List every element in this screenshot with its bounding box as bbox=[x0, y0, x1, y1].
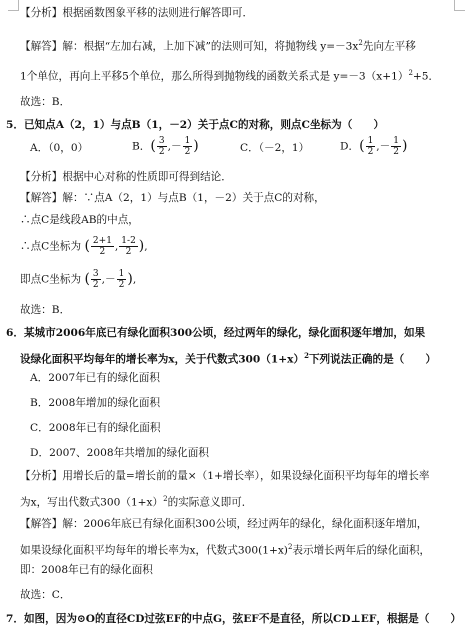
question-7-stem: 7．如图，因为⊙O的直径CD过弦EF的中点G，弦EF不是直径，所以CD⊥EF，根据是（ ） bbox=[6, 613, 462, 625]
answer-line: 故选：C． bbox=[20, 589, 71, 601]
option-d: D．( $\frac{1}{2}$ ,－ $\frac{1}{2}$ ) bbox=[340, 136, 408, 157]
analysis-line: 【分析】根据函数图象平移的法则进行解答即可． bbox=[20, 7, 254, 19]
page-corner-mark bbox=[8, 0, 19, 11]
answer-line: 故选：B． bbox=[20, 304, 71, 316]
solution-line: 如果设绿化面积平均每年的增长率为x，代数式$300(1+x)^2$表示增长两年后的绿化面积， bbox=[20, 543, 431, 557]
option-c: C．2008年已有的绿化面积 bbox=[30, 422, 161, 434]
question-5-stem: 5．已知点A（2，1）与点B（1，－2）关于点C的对称，则点C坐标为（ ） bbox=[6, 119, 385, 131]
solution-line: ∴点C坐标为 ( $\frac{2+1}{2}$ , $\frac{1-2}{2}$ ), bbox=[20, 236, 148, 257]
solution-line: 即：2008年已有的绿化面积 bbox=[20, 564, 153, 576]
analysis-line: 为x，写出代数式$300(1+x)^2$的实际意义即可． bbox=[20, 495, 253, 509]
option-c: C．（－2，1） bbox=[240, 142, 310, 154]
solution-line: 1个单位，再向上平移5个单位，那么所得到抛物线的函数关系式是 $y=-3(x+1)^2+5$． bbox=[20, 69, 440, 83]
option-a: A．（0，0） bbox=[30, 142, 89, 154]
analysis-line: 【分析】用增长后的量=增长前的量×（1+增长率），如果设绿化面积平均每年的增长率 bbox=[20, 470, 430, 482]
option-a: A．2007年已有的绿化面积 bbox=[30, 372, 160, 384]
question-6-stem: 6．某城市2006年底已有绿化面积300公顷，经过两年的绿化，绿化面积逐年增加，如果 bbox=[6, 327, 426, 339]
solution-line: 【解答】解：2006年底已有绿化面积300公顷，经过两年的绿化，绿化面积逐年增加， bbox=[20, 518, 428, 530]
solution-line: ∴点C是线段AB的中点， bbox=[20, 214, 139, 226]
option-d: D．2007、2008年共增加的绿化面积 bbox=[30, 447, 209, 459]
question-6-stem: 设绿化面积平均每年的增长率为x，关于代数式$300(1+x)^2$下列说法正确的是（ ） bbox=[20, 351, 437, 366]
option-b: B．( $\frac{3}{2}$ ,－ $\frac{1}{2}$ ) bbox=[132, 136, 199, 157]
solution-line: 即点C坐标为 ( $\frac{3}{2}$ ,－ $\frac{1}{2}$ ), bbox=[20, 269, 137, 290]
solution-line: 【解答】解：根据“左加右减，上加下减”的法则可知，将抛物线 $y=-3x^2$先向左平移 bbox=[20, 39, 416, 53]
option-b: B．2008年增加的绿化面积 bbox=[30, 397, 161, 409]
answer-line: 故选：B． bbox=[20, 96, 71, 108]
analysis-line: 【分析】根据中心对称的性质即可得到结论． bbox=[20, 171, 232, 183]
solution-line: 【解答】解：∵点A（2，1）与点B（1，－2）关于点C的对称， bbox=[20, 192, 325, 204]
